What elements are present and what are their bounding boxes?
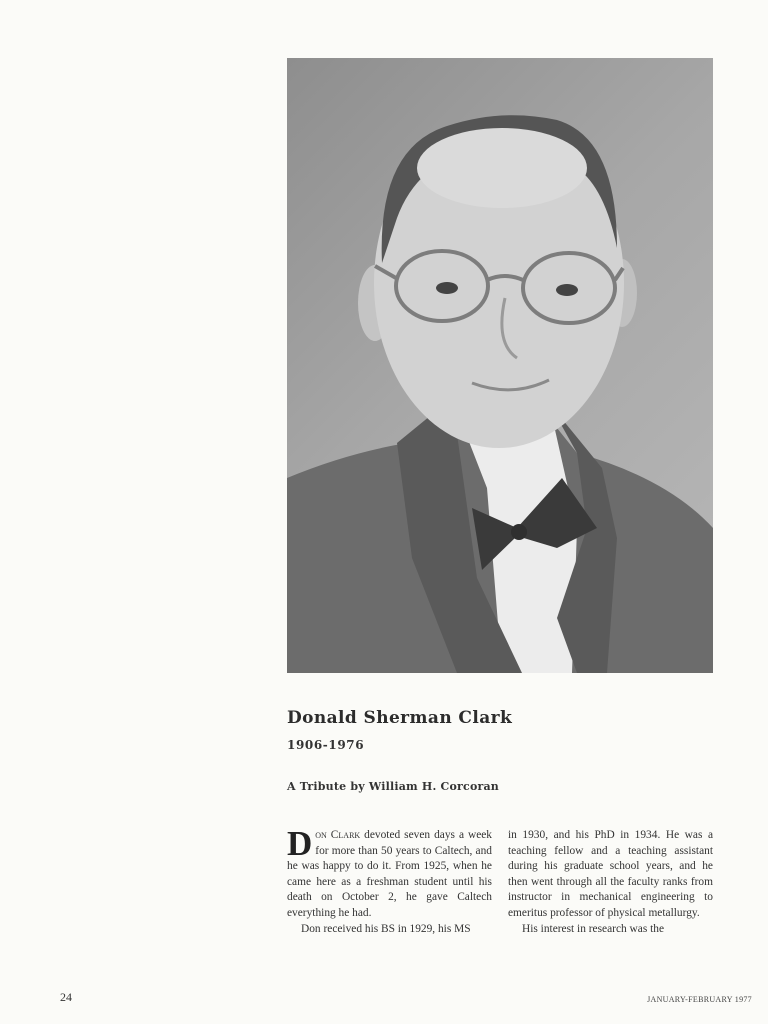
text-column-2 xyxy=(508,828,713,937)
paragraph: in 1930, and his PhD in 1934. He was a teaching fellow and a teaching assistant during his graduate school years, and he then went through all the faculty ranks from instructor in mechanical engineering to emeritus professor of physical metallurgy. xyxy=(508,829,713,919)
paragraph: His interest in research was the xyxy=(522,922,665,935)
drop-cap: D xyxy=(287,824,313,863)
paragraph: Don received his BS in 1929, his MS xyxy=(301,922,471,935)
life-dates: 1906-1976 xyxy=(287,738,365,752)
portrait-photo xyxy=(287,58,713,673)
text-column-1 xyxy=(287,824,492,937)
byline: A Tribute by William H. Corcoran xyxy=(287,780,499,793)
paragraph xyxy=(287,824,492,922)
paragraph-text: devoted seven days a week for more than 50 years to Caltech, and he was happy to do it. From 1925, when he came here as a freshman student until his death on October 2, he gave Caltech everything he had. xyxy=(287,829,492,919)
issue-date: JANUARY-FEBRUARY 1977 xyxy=(647,995,752,1004)
page-number: 24 xyxy=(60,990,72,1004)
lead-in: on Clark xyxy=(315,829,361,841)
article-title: Donald Sherman Clark xyxy=(287,708,513,728)
